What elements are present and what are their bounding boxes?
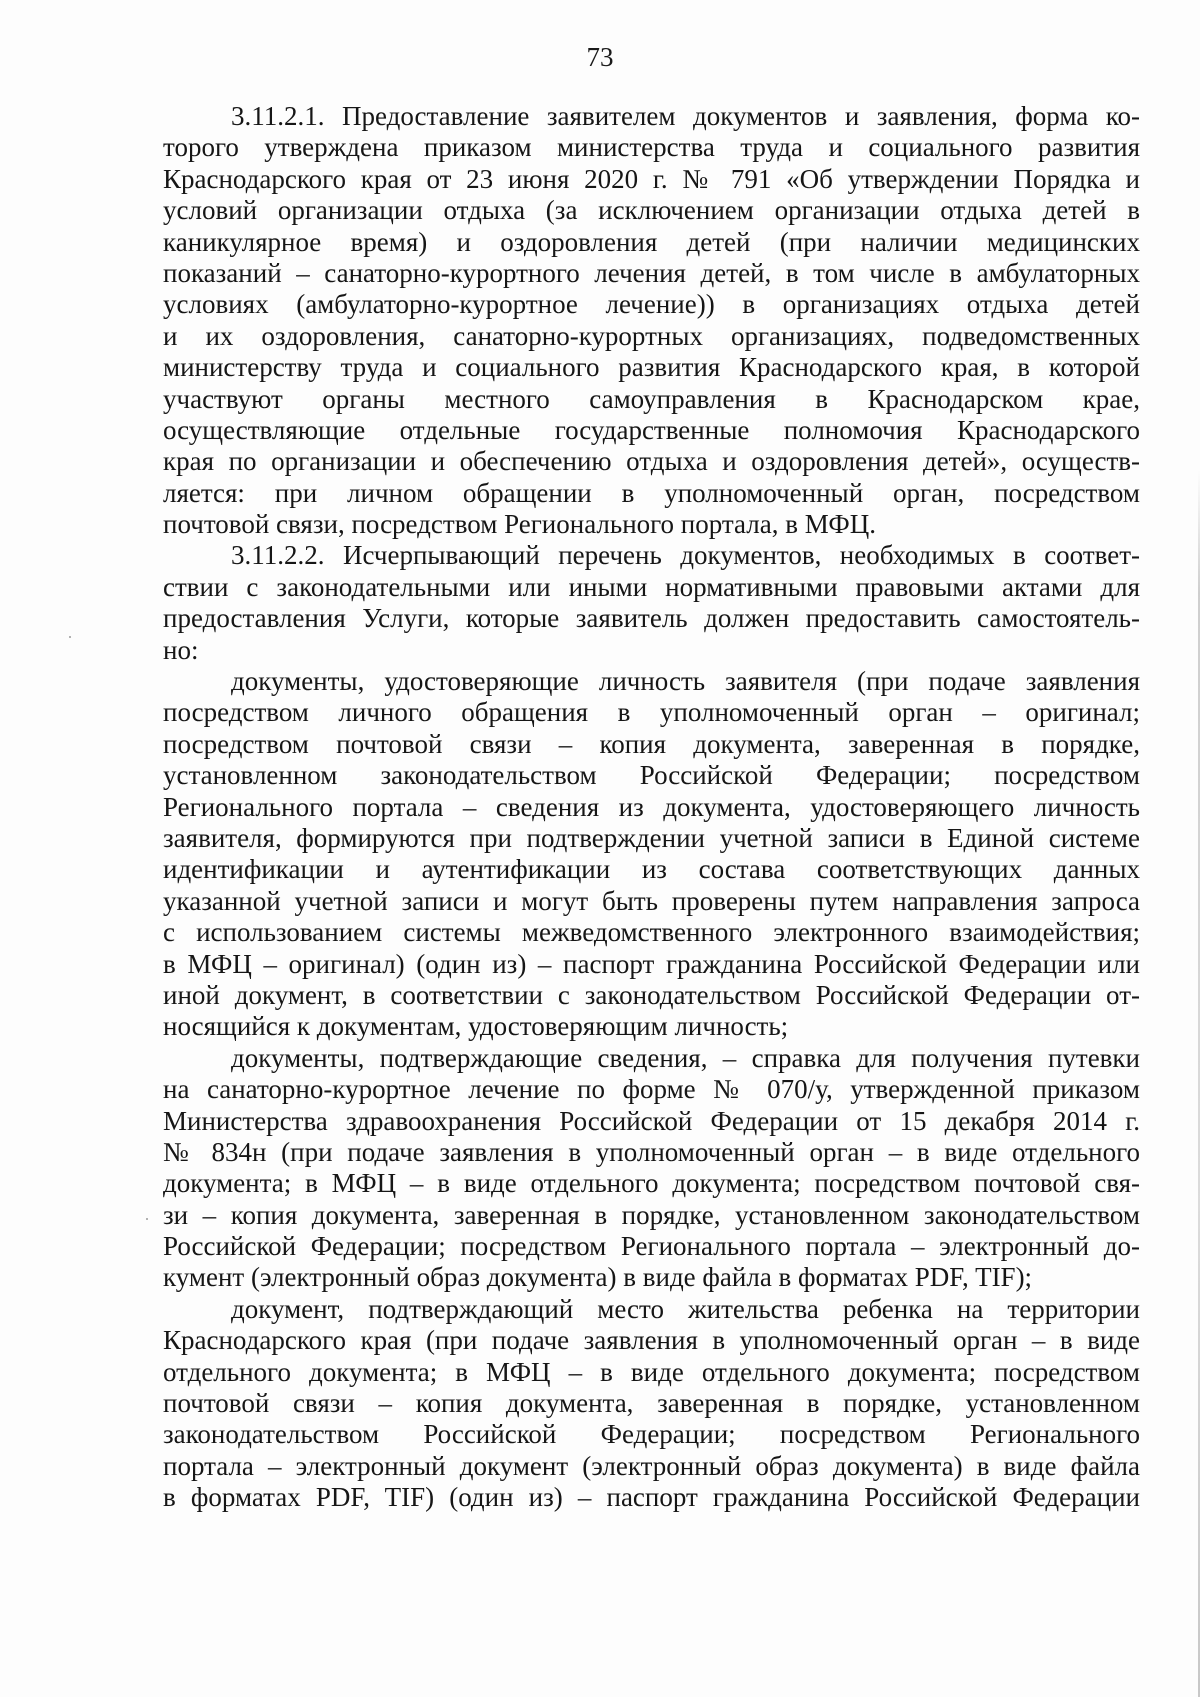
text-line: ляется: при личном обращении в уполномоченный орган, посредством (163, 477, 1140, 508)
text-line: портала – электронный документ (электронный образ документа) в виде файла (163, 1450, 1140, 1481)
scan-speck (146, 1218, 148, 1220)
text-line: отдельного документа; в МФЦ – в виде отдельного документа; посредством (163, 1356, 1140, 1387)
text-line: указанной учетной записи и могут быть проверены путем направления запроса (163, 885, 1140, 916)
text-line: 3.11.2.1. Предоставление заявителем документов и заявления, форма ко- (231, 101, 1140, 131)
text-line: посредством личного обращения в уполномоченный орган – оригинал; (163, 697, 1140, 728)
text-line: Регионального портала – сведения из документа, удостоверяющего личность (163, 791, 1140, 822)
text-line: в МФЦ – оригинал) (один из) – паспорт гражданина Российской Федерации или (163, 948, 1140, 979)
text-line: показаний – санаторно-курортного лечения детей, в том числе в амбулаторных (163, 257, 1140, 288)
text-line: ствии с законодательными или иными нормативными правовыми актами для (163, 571, 1140, 602)
text-line: посредством почтовой связи – копия документа, заверенная в порядке, (163, 728, 1140, 759)
scan-speck (69, 636, 71, 638)
text-line: документ, подтверждающий место жительства ребенка на территории (231, 1293, 1140, 1324)
text-line: документы, удостоверяющие личность заявителя (при подаче заявления (231, 666, 1140, 697)
text-line: с использованием системы межведомственного электронного взаимодействия; (163, 917, 1140, 948)
page-number: 73 (586, 42, 614, 72)
text-line: носящийся к документам, удостоверяющим личность; (163, 1011, 789, 1042)
text-line: Министерства здравоохранения Российской Федерации от 15 декабря 2014 г. (163, 1105, 1140, 1136)
text-line: Краснодарского края (при подаче заявления в уполномоченный орган – в виде (163, 1325, 1140, 1356)
text-line: в форматах PDF, TIF) (один из) – паспорт гражданина Российской Федерации (163, 1482, 1140, 1513)
text-line: документы, подтверждающие сведения, – справка для получения путевки (231, 1042, 1140, 1073)
text-line: но: (163, 634, 199, 665)
text-line: предоставления Услуги, которые заявитель должен предоставить самостоятель- (163, 603, 1140, 634)
text-line: условий организации отдыха (за исключением организации отдыха детей в (163, 195, 1140, 226)
text-line: установленном законодательством Российской Федерации; посредством (163, 760, 1140, 791)
text-line: почтовой связи, посредством Регионального портала, в МФЦ. (163, 509, 876, 540)
text-line: идентификации и аутентификации из состава соответствующих данных (163, 854, 1140, 885)
text-line: почтовой связи – копия документа, заверенная в порядке, установленном (163, 1388, 1140, 1419)
text-line: заявителя, формируются при подтверждении учетной записи в Единой системе (163, 822, 1140, 853)
text-line: осуществляющие отдельные государственные полномочия Краснодарского (163, 414, 1140, 445)
text-line: условиях (амбулаторно-курортное лечение)) в организациях отдыха детей (163, 289, 1140, 320)
text-line: и их оздоровления, санаторно-курортных организациях, подведомственных (163, 320, 1140, 351)
text-line: кумент (электронный образ документа) в виде файла в форматах PDF, TIF); (163, 1262, 1033, 1293)
text-line: № 834н (при подаче заявления в уполномоченный орган – в виде отдельного (163, 1136, 1140, 1167)
text-line: Российской Федерации; посредством Регионального портала – электронный до- (163, 1231, 1140, 1262)
text-line: законодательством Российской Федерации; посредством Регионального (163, 1419, 1140, 1450)
text-line: торого утверждена приказом министерства труда и социального развития (163, 132, 1140, 163)
text-line: зи – копия документа, заверенная в порядке, установленном законодательством (163, 1199, 1140, 1230)
text-line: Краснодарского края от 23 июня 2020 г. № 791 «Об утверждении Порядка и (163, 163, 1140, 194)
text-line: документа; в МФЦ – в виде отдельного документа; посредством почтовой свя- (163, 1168, 1140, 1199)
text-line: на санаторно-курортное лечение по форме № 070/у, утвержденной приказом (163, 1074, 1140, 1105)
text-line: края по организации и обеспечению отдыха и оздоровления детей», осуществ- (163, 446, 1140, 477)
text-line: каникулярное время) и оздоровления детей (при наличии медицинских (163, 226, 1140, 257)
text-line: иной документ, в соответствии с законодательством Российской Федерации от- (163, 979, 1140, 1010)
text-line: министерству труда и социального развития Краснодарского края, в которой (163, 352, 1140, 383)
text-line: участвуют органы местного самоуправления в Краснодарском крае, (163, 383, 1140, 414)
text-line: 3.11.2.2. Исчерпывающий перечень документов, необходимых в соответ- (231, 540, 1140, 571)
document-body (163, 101, 1140, 1514)
